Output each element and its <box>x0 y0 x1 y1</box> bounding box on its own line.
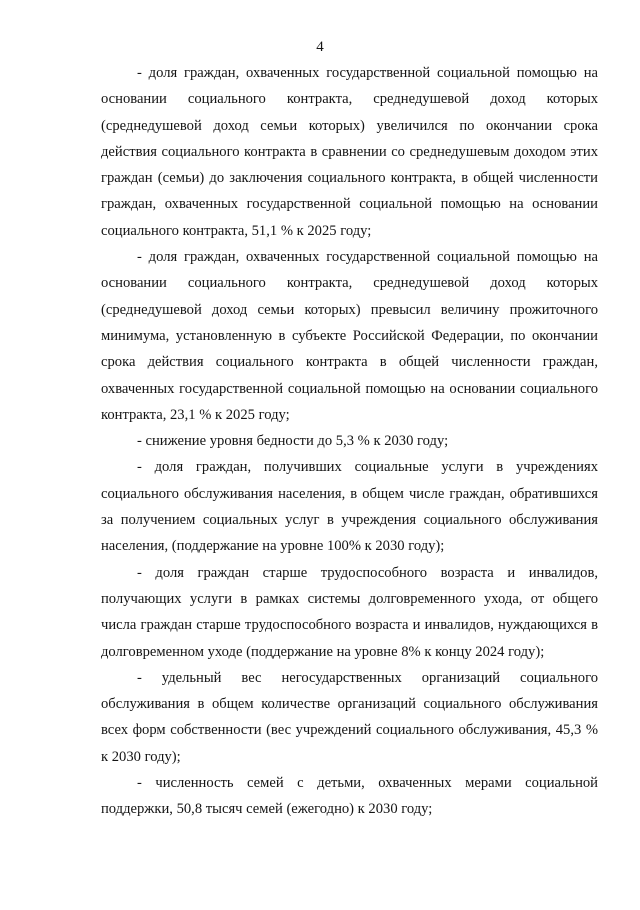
indicator-paragraph-3: - снижение уровня бедности до 5,3 % к 2030 году; <box>137 433 449 450</box>
indicator-paragraph-5: - доля граждан старше трудоспособного возраста и инвалидов, получающих услуги в рамках системы долговременного ухода, от общего числа граждан старше трудоспособного возраста и инвалидов, нуждающихся в долговременном уходе (поддержание на уровне 8% к концу 2024 году); <box>101 564 598 660</box>
indicator-paragraph-1: - доля граждан, охваченных государственной социальной помощью на основании социального контракта, среднедушевой доход которых (среднедушевой доход семьи которых) увеличился по окончании срока действия социального контракта в сравнении со среднедушевым доходом этих граждан (семьи) до заключения социального контракта, в общей численности граждан, охваченных государственной социальной помощью на основании социального контракта, 51,1 % к 2025 году; <box>101 65 598 239</box>
indicator-paragraph-6: - удельный вес негосударственных организаций социального обслуживания в общем количестве организаций социального обслуживания всех форм собственности (вес учреждений социального обслуживания, 45,3 % к 2030 году); <box>101 669 598 765</box>
indicator-paragraph-7: - численность семей с детьми, охваченных мерами социальной поддержки, 50,8 тысяч семей (ежегодно) к 2030 году; <box>101 775 598 818</box>
indicator-paragraph-2: - доля граждан, охваченных государственной социальной помощью на основании социального контракта, среднедушевой доход которых (среднедушевой доход семьи которых) превысил величину прожиточного минимума, установленную в субъекте Российской Федерации, по окончании срока действия социального контракта в общей численности граждан, охваченных государственной социальной помощью на основании социального контракта, 23,1 % к 2025 году; <box>101 249 598 423</box>
indicator-paragraph-4: - доля граждан, получивших социальные услуги в учреждениях социального обслуживания населения, в общем числе граждан, обратившихся за получением социальных услуг в учреждения социального обслуживания населения, (поддержание на уровне 100% к 2030 году); <box>101 459 598 555</box>
document-body <box>101 60 598 823</box>
page-number: 4 <box>316 39 324 55</box>
